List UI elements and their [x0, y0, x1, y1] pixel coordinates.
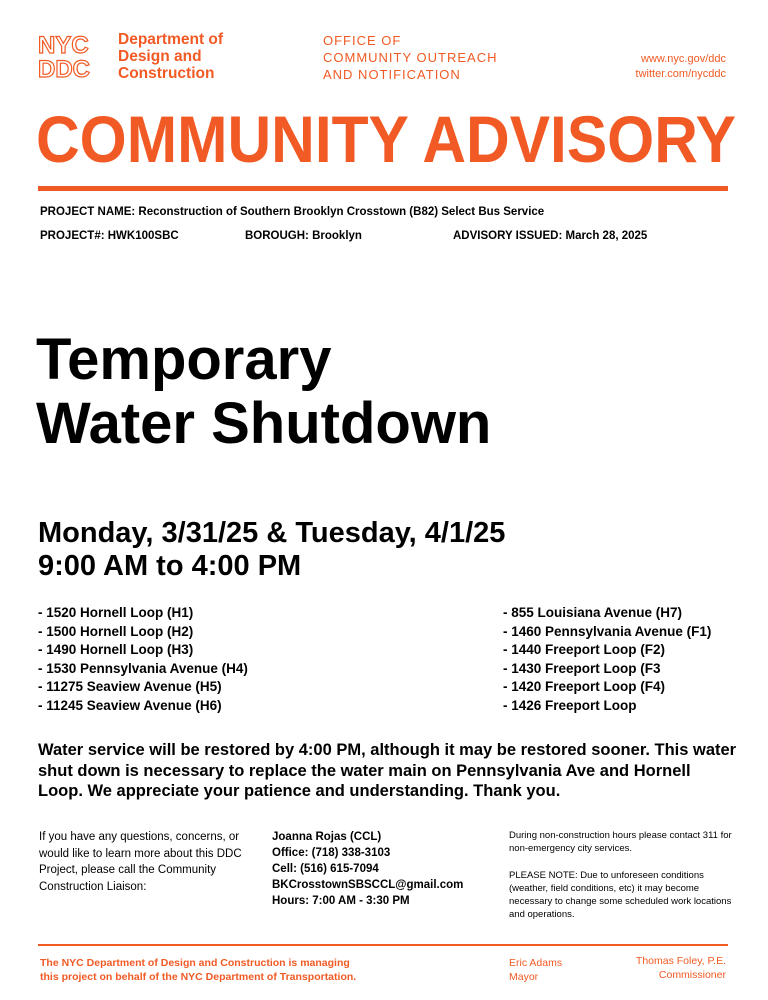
footer-divider: [38, 944, 728, 946]
logo-text-top: NYC: [38, 32, 89, 59]
shutdown-schedule: [38, 517, 505, 583]
contact-cell-phone[interactable]: Cell: (516) 615-7094: [272, 863, 379, 875]
service-notice: Water service will be restored by 4:00 PM, although it may be restored sooner. This water shut down is necessary to replace the water main on Pennsylvania Ave and Hornell Loop. We appreciate your patience and understanding. Thank you.: [38, 741, 737, 800]
header-links: [636, 52, 726, 82]
contact-hours: Hours: 7:00 AM - 3:30 PM: [272, 895, 410, 907]
shutdown-hours: 9:00 AM to 4:00 PM: [38, 550, 302, 582]
logo-text-bottom: DDC: [38, 56, 90, 80]
project-number: PROJECT#: HWK100SBC: [40, 230, 179, 242]
contact-intro: If you have any questions, concerns, or would like to learn more about this DDC Project, please call the Community Construction Liaison:: [39, 831, 242, 893]
list-item: - 1490 Hornell Loop (H3): [38, 642, 194, 657]
contact-name: Joanna Rojas (CCL): [272, 831, 382, 843]
banner-text: COMMUNITY ADVISORY: [36, 102, 736, 172]
contact-card: [272, 829, 463, 909]
nyc-ddc-logo: [38, 32, 110, 80]
page-title: Temporary Water Shutdown: [36, 327, 492, 456]
footer-statement: The NYC Department of Design and Construction is managing this project on behalf of the NYC Department of Transportation.: [40, 957, 357, 983]
list-item: - 11245 Seaview Avenue (H6): [38, 697, 222, 713]
list-item: - 1420 Freeport Loop (F4): [503, 679, 666, 694]
list-item: - 1530 Pennsylvania Avenue (H4): [38, 660, 248, 676]
department-name: Department of Design and Construction: [118, 31, 224, 82]
website-link[interactable]: www.nyc.gov/ddc: [641, 53, 726, 65]
contact-office-phone[interactable]: Office: (718) 338-3103: [272, 847, 391, 859]
list-item: - 1500 Hornell Loop (H2): [38, 623, 194, 639]
commissioner-signature: Thomas Foley, P.E. Commissioner: [635, 955, 726, 981]
list-item: - 11275 Seaview Avenue (H5): [38, 679, 222, 694]
address-list-left: [38, 604, 248, 715]
office-name: OFFICE OF COMMUNITY OUTREACH AND NOTIFICATION: [323, 33, 498, 82]
community-advisory-banner: [36, 102, 736, 172]
advisory-issued: ADVISORY ISSUED: March 28, 2025: [453, 230, 648, 242]
address-list-right: [503, 604, 711, 715]
list-item: - 1426 Freeport Loop: [503, 697, 637, 713]
list-item: - 1460 Pennsylvania Avenue (F1): [503, 623, 712, 639]
twitter-link[interactable]: twitter.com/nycddc: [635, 68, 726, 80]
mayor-signature: Eric Adams Mayor: [509, 957, 563, 983]
project-borough: BOROUGH: Brooklyn: [245, 230, 362, 242]
list-item: - 1430 Freeport Loop (F3: [503, 660, 661, 676]
header-divider: [38, 186, 728, 191]
list-item: - 1440 Freeport Loop (F2): [503, 642, 666, 657]
list-item: - 855 Louisiana Avenue (H7): [503, 605, 683, 620]
please-note: PLEASE NOTE: Due to unforeseen conditions (weather, field conditions, etc) it may become necessary to change some scheduled work locations and operations.: [509, 870, 732, 920]
shutdown-dates: Monday, 3/31/25 & Tuesday, 4/1/25: [38, 517, 506, 549]
list-item: - 1520 Hornell Loop (H1): [38, 605, 194, 620]
after-hours-note: During non-construction hours please contact 311 for non-emergency city services.: [509, 830, 732, 854]
contact-email[interactable]: BKCrosstownSBSCCL@gmail.com: [272, 879, 464, 891]
project-name: PROJECT NAME: Reconstruction of Southern Brooklyn Crosstown (B82) Select Bus Service: [40, 206, 545, 218]
